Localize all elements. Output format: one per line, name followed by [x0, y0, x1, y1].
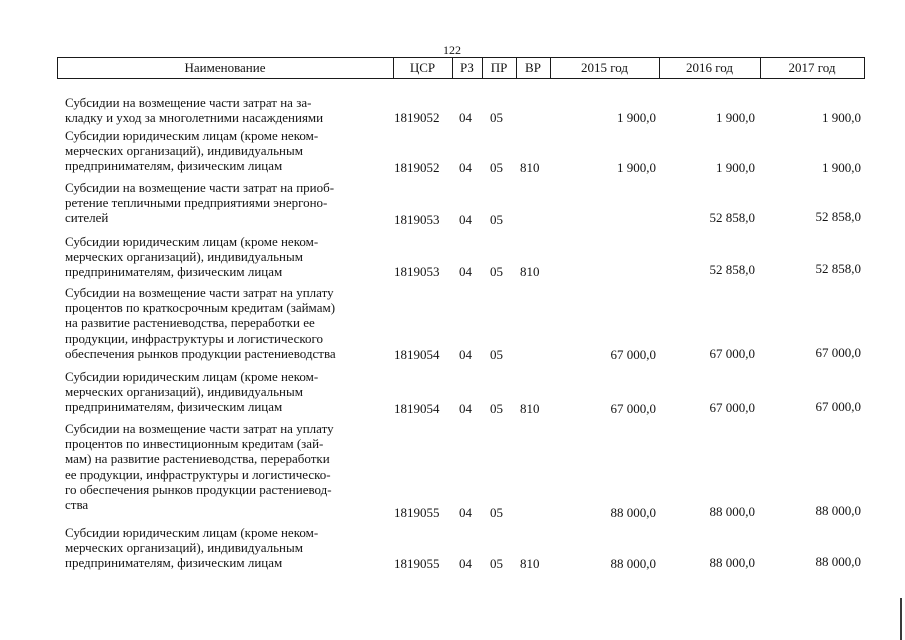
row-name: Субсидии юридическим лицам (кроме неком- мерческих организаций), индивидуальным предпринимателям, физическим лицам: [65, 128, 319, 174]
row-2017: 67 000,0: [815, 399, 861, 414]
header-top-rule: [57, 57, 865, 58]
row-2016: 1 900,0: [716, 110, 755, 125]
row-2015: 67 000,0: [610, 347, 656, 362]
row-2016: 67 000,0: [709, 400, 755, 415]
col-header-2015: 2015 год: [581, 60, 628, 75]
row-pr: 05: [490, 212, 503, 227]
row-csr: 1819053: [394, 264, 440, 279]
row-2016: 52 858,0: [709, 262, 755, 277]
row-rz: 04: [459, 401, 472, 416]
row-2016: 52 858,0: [709, 210, 755, 225]
row-2015: 67 000,0: [610, 401, 656, 416]
col-header-2016: 2016 год: [686, 60, 733, 75]
row-pr: 05: [490, 556, 503, 571]
row-name: Субсидии юридическим лицам (кроме неком- мерческих организаций), индивидуальным предпринимателям, физическим лицам: [65, 369, 319, 415]
row-rz: 04: [459, 264, 472, 279]
row-name: Субсидии на возмещение части затрат на приоб- ретение тепличными предприятиями энергоно- сителей: [65, 180, 335, 226]
row-2017: 1 900,0: [822, 160, 861, 175]
row-name: Субсидии юридическим лицам (кроме неком- мерческих организаций), индивидуальным предпринимателям, физическим лицам: [65, 234, 319, 280]
row-name: Субсидии на возмещение части затрат на уплату процентов по краткосрочным кредитам (займам) на развитие растениеводства, переработки ее продукции, инфраструктуры и логистического обеспечения рынков продукции растениеводства: [65, 285, 336, 361]
row-2016: 1 900,0: [716, 160, 755, 175]
row-csr: 1819055: [394, 505, 440, 520]
scan-edge-mark: [900, 598, 902, 640]
row-csr: 1819055: [394, 556, 440, 571]
row-rz: 04: [459, 556, 472, 571]
row-csr: 1819053: [394, 212, 440, 227]
row-pr: 05: [490, 264, 503, 279]
row-2017: 52 858,0: [815, 209, 861, 224]
row-2015: 1 900,0: [617, 160, 656, 175]
col-header-rz: РЗ: [460, 60, 474, 75]
row-pr: 05: [490, 347, 503, 362]
table-header: [0, 57, 905, 79]
row-rz: 04: [459, 110, 472, 125]
row-2016: 88 000,0: [709, 555, 755, 570]
row-name: Субсидии юридическим лицам (кроме неком- мерческих организаций), индивидуальным предпринимателям, физическим лицам: [65, 525, 319, 571]
row-name: Субсидии на возмещение части затрат на уплату процентов по инвестиционным кредитам (зай- мам) на развитие растениеводства, переработки ее продукции, инфраструктуры и логистическо- го обеспечения рынков продукции растениевод- ства: [65, 421, 334, 513]
row-vr: 810: [520, 160, 540, 175]
row-vr: 810: [520, 401, 540, 416]
row-2017: 88 000,0: [815, 554, 861, 569]
row-csr: 1819052: [394, 160, 440, 175]
row-rz: 04: [459, 160, 472, 175]
col-header-2017: 2017 год: [788, 60, 836, 75]
row-csr: 1819054: [394, 347, 440, 362]
row-2016: 67 000,0: [709, 346, 755, 361]
col-header-name: Наименование: [184, 60, 266, 75]
row-rz: 04: [459, 505, 472, 520]
row-2017: 67 000,0: [815, 345, 861, 360]
row-pr: 05: [490, 505, 503, 520]
row-2015: 88 000,0: [610, 556, 656, 571]
row-rz: 04: [459, 212, 472, 227]
header-divider: [864, 57, 865, 79]
row-rz: 04: [459, 347, 472, 362]
row-vr: 810: [520, 556, 540, 571]
row-2016: 88 000,0: [709, 504, 755, 519]
header-bottom-rule: [57, 78, 865, 79]
row-2017: 52 858,0: [815, 261, 861, 276]
col-header-pr: ПР: [490, 60, 508, 75]
row-pr: 05: [490, 110, 503, 125]
col-header-vr: ВР: [525, 60, 541, 75]
page-number: 122: [443, 43, 461, 57]
row-vr: 810: [520, 264, 540, 279]
row-pr: 05: [490, 160, 503, 175]
row-2017: 1 900,0: [822, 110, 861, 125]
row-csr: 1819052: [394, 110, 440, 125]
row-2015: 88 000,0: [610, 505, 656, 520]
row-2015: 1 900,0: [617, 110, 656, 125]
col-header-csr: ЦСР: [409, 60, 436, 75]
row-pr: 05: [490, 401, 503, 416]
row-name: Субсидии на возмещение части затрат на за- кладку и уход за многолетними насаждениями: [65, 95, 324, 126]
row-2017: 88 000,0: [815, 503, 861, 518]
row-csr: 1819054: [394, 401, 440, 416]
